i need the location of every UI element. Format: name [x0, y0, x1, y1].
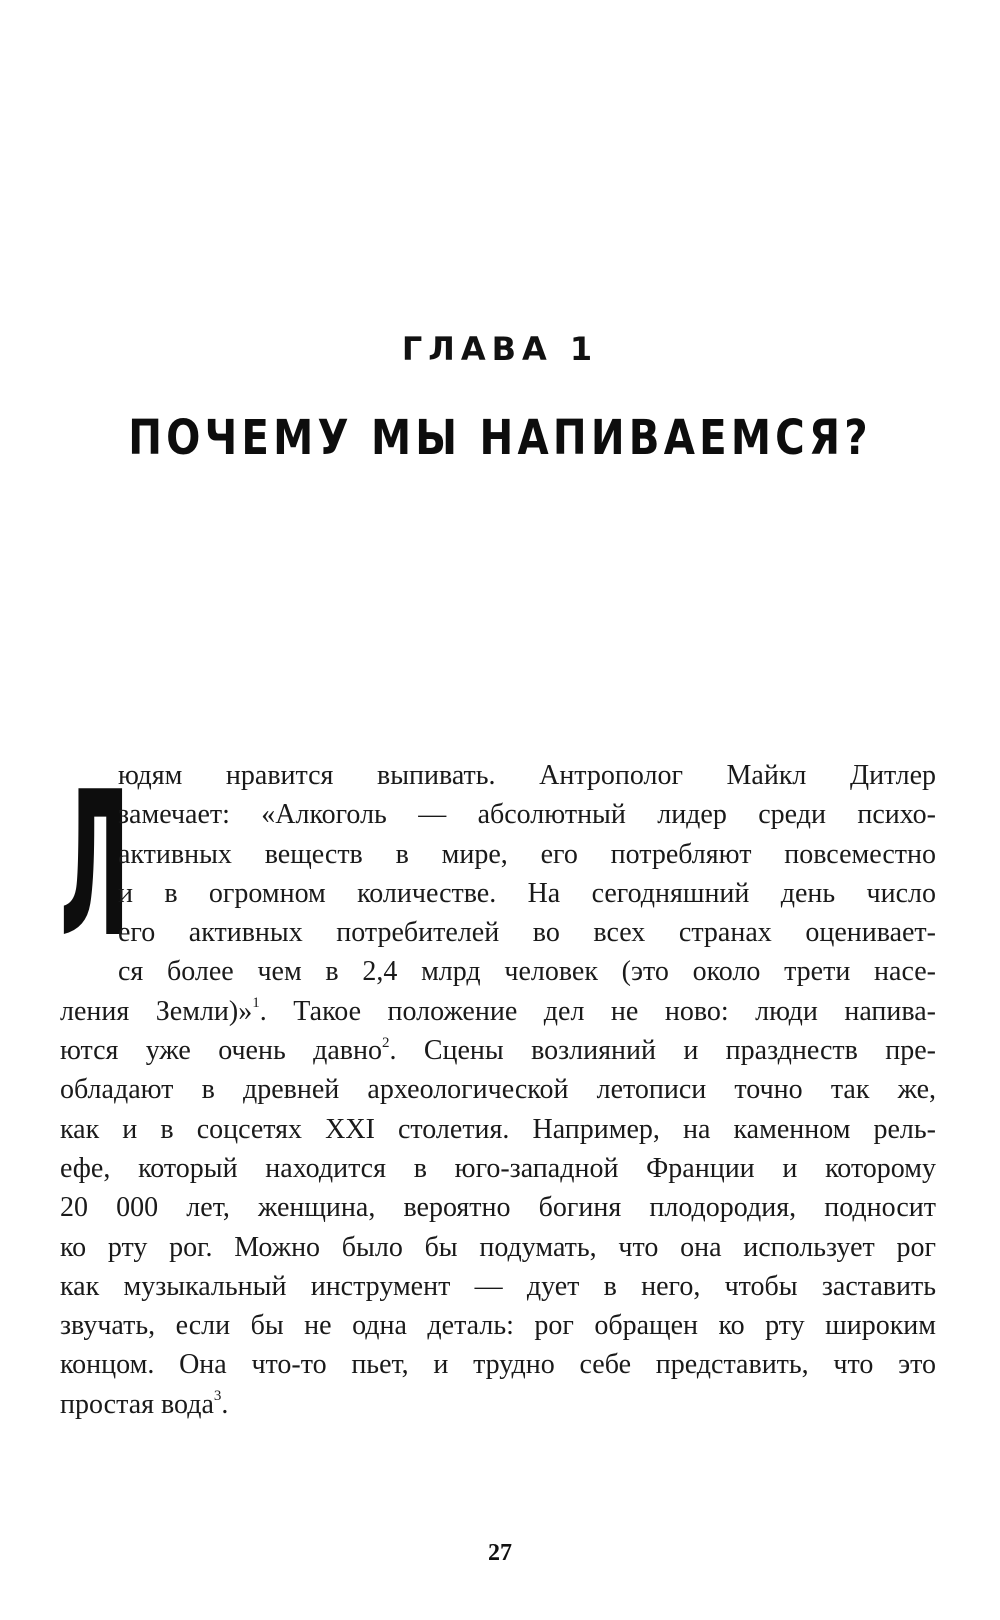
text-line [60, 992, 936, 1031]
text-line: концом. Она что-то пьет, и трудно себе представить, что это [60, 1349, 936, 1381]
text-line [60, 1031, 936, 1070]
drop-cap-letter: Л [60, 749, 130, 982]
text-line: обладают в древней археологической летописи точно так же, [60, 1074, 936, 1106]
text-fragment: . [221, 1388, 229, 1420]
text-line: юдям нравится выпивать. Антрополог Майкл Дитлер [118, 760, 936, 791]
text-line: ся более чем в 2,4 млрд человек (это около трети насе- [118, 956, 936, 988]
footnote-ref: 2 [381, 1034, 390, 1051]
text-line: как и в соцсетях XXI столетия. Например, на каменном рель- [60, 1113, 936, 1145]
chapter-label: ГЛАВА 1 [401, 330, 599, 368]
page-number: 27 [488, 1540, 512, 1566]
text-line: активных веществ в мире, его потребляют повсеместно [118, 838, 936, 870]
text-line [60, 1385, 936, 1424]
text-fragment: простая вода [60, 1388, 214, 1420]
footnote-ref: 1 [252, 995, 260, 1012]
text-fragment: ются уже очень давно [60, 1035, 382, 1067]
text-fragment: . Сцены возлияний и празднеств пре- [389, 1035, 936, 1067]
text-fragment: . Такое положение дел не ново: люди напива- [259, 995, 936, 1027]
text-line: ефе, который находится в юго-западной Франции и которому [60, 1152, 936, 1184]
text-line: его активных потребителей во всех странах оценивает- [118, 917, 936, 949]
text-line: звучать, если бы не одна деталь: рог обращен ко рту широким [60, 1310, 936, 1342]
body-paragraph [60, 749, 936, 1424]
text-line: ко рту рог. Можно было бы подумать, что она использует рог [60, 1231, 936, 1263]
text-line: 20 000 лет, женщина, вероятно богиня плодородия, подносит [60, 1192, 936, 1224]
chapter-title: ПОЧЕМУ МЫ НАПИВАЕМСЯ? [128, 410, 872, 466]
text-fragment: ления Земли)» [60, 995, 253, 1027]
text-line: замечает: «Алкоголь — абсолютный лидер среди психо- [118, 799, 936, 831]
text-line: как музыкальный инструмент — дует в него, чтобы заставить [60, 1270, 936, 1302]
text-line: и в огромном количестве. На сегодняшний день число [118, 877, 936, 909]
footnote-ref: 3 [213, 1388, 222, 1405]
